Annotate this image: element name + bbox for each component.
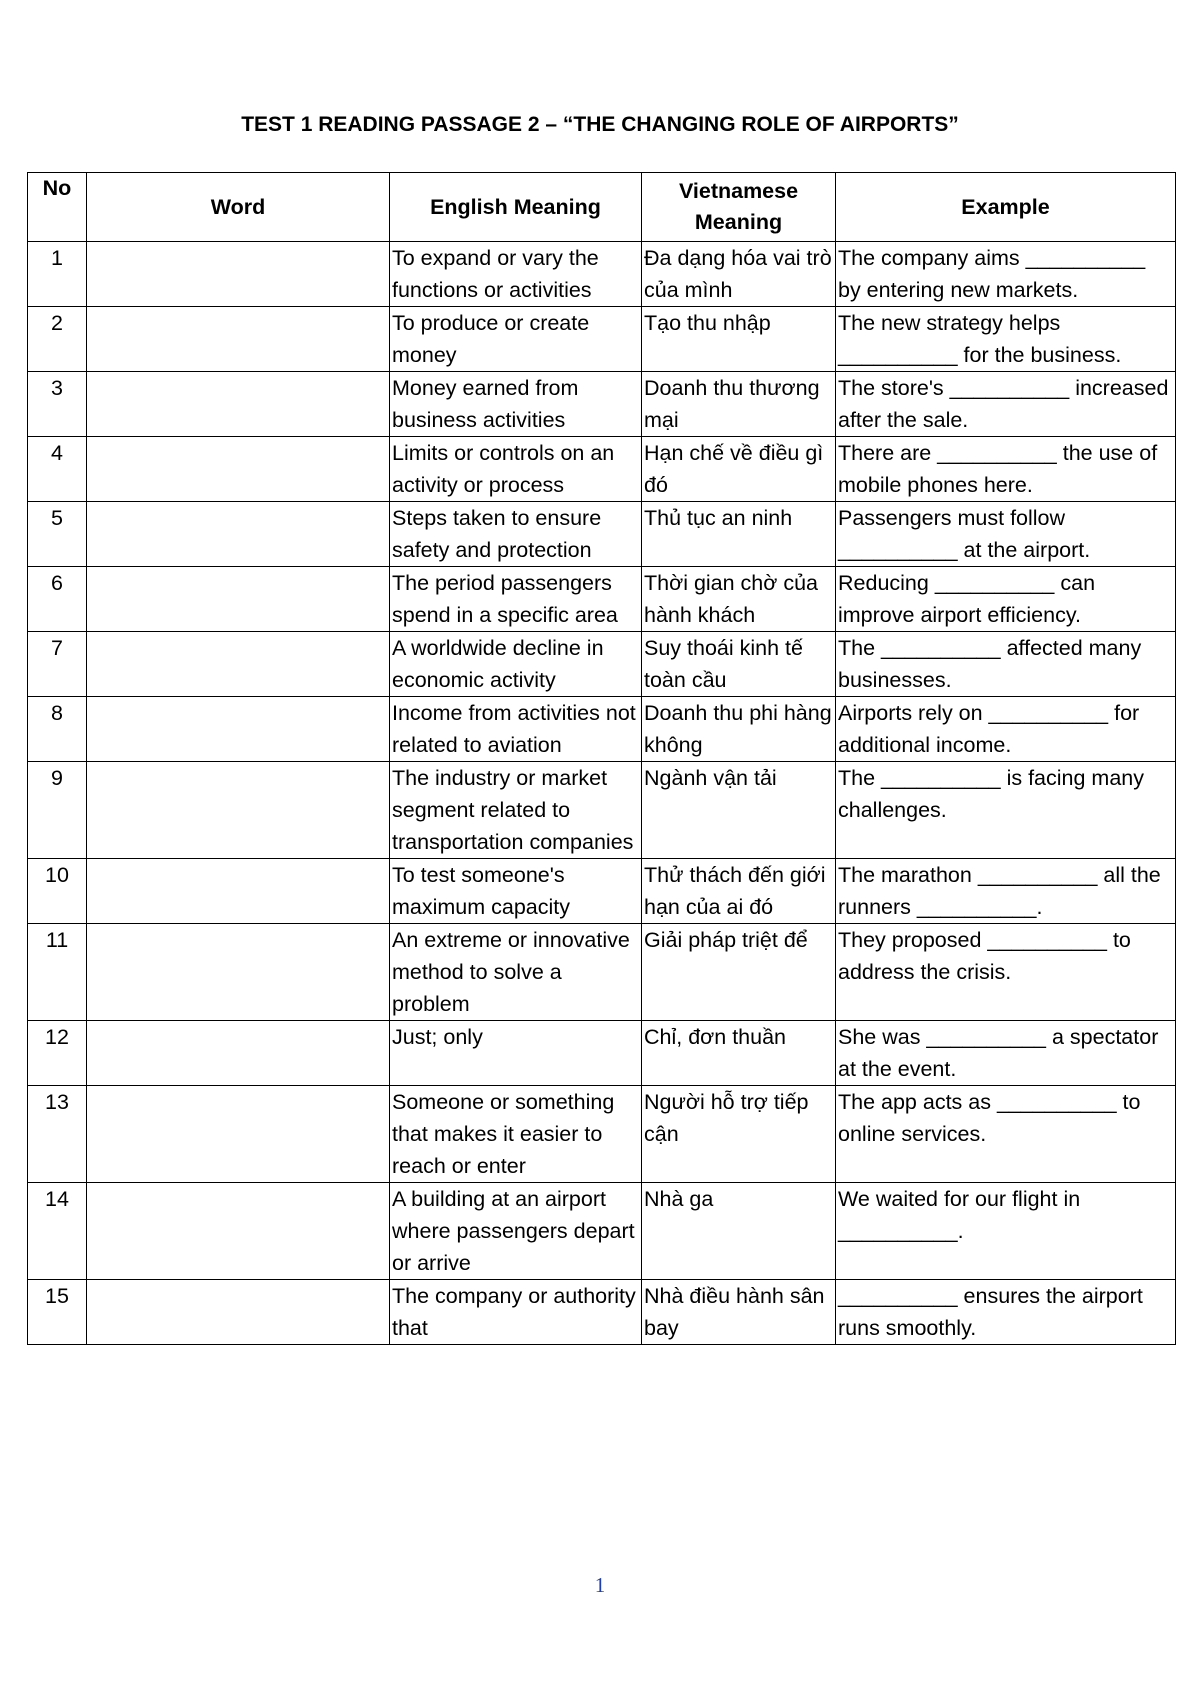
- example-cell: Airports rely on __________ for additional income.: [836, 697, 1176, 762]
- row-number: 4: [28, 437, 87, 502]
- word-cell: [87, 437, 390, 502]
- vietnamese-meaning-cell: Doanh thu thương mại: [642, 372, 836, 437]
- vocabulary-table: [27, 172, 1176, 1345]
- row-number: 8: [28, 697, 87, 762]
- row-number: 1: [28, 242, 87, 307]
- example-cell: The new strategy helps __________ for the business.: [836, 307, 1176, 372]
- example-cell: The store's __________ increased after the sale.: [836, 372, 1176, 437]
- table-row: [28, 1021, 1176, 1086]
- row-number: 14: [28, 1183, 87, 1280]
- word-cell: [87, 859, 390, 924]
- row-number: 15: [28, 1280, 87, 1345]
- header-example: Example: [836, 173, 1176, 242]
- example-cell: __________ ensures the airport runs smoothly.: [836, 1280, 1176, 1345]
- table-row: [28, 567, 1176, 632]
- word-cell: [87, 1086, 390, 1183]
- vietnamese-meaning-cell: Đa dạng hóa vai trò của mình: [642, 242, 836, 307]
- word-cell: [87, 1021, 390, 1086]
- example-cell: The __________ affected many businesses.: [836, 632, 1176, 697]
- table-row: [28, 437, 1176, 502]
- english-meaning-cell: Steps taken to ensure safety and protection: [390, 502, 642, 567]
- table-row: [28, 1280, 1176, 1345]
- word-cell: [87, 1280, 390, 1345]
- page-number: 1: [594, 1573, 606, 1597]
- table-row: [28, 307, 1176, 372]
- word-cell: [87, 762, 390, 859]
- english-meaning-cell: The industry or market segment related to transportation companies: [390, 762, 642, 859]
- table-row: [28, 697, 1176, 762]
- table-row: [28, 1183, 1176, 1280]
- table-row: [28, 372, 1176, 437]
- vietnamese-meaning-cell: Thời gian chờ của hành khách: [642, 567, 836, 632]
- english-meaning-cell: A worldwide decline in economic activity: [390, 632, 642, 697]
- english-meaning-cell: Limits or controls on an activity or process: [390, 437, 642, 502]
- table-row: [28, 502, 1176, 567]
- example-cell: The company aims __________ by entering new markets.: [836, 242, 1176, 307]
- vietnamese-meaning-cell: Thủ tục an ninh: [642, 502, 836, 567]
- word-cell: [87, 307, 390, 372]
- english-meaning-cell: Someone or something that makes it easier to reach or enter: [390, 1086, 642, 1183]
- header-vietnamese-meaning: Vietnamese Meaning: [642, 173, 836, 242]
- english-meaning-cell: The company or authority that: [390, 1280, 642, 1345]
- row-number: 7: [28, 632, 87, 697]
- header-word: Word: [87, 173, 390, 242]
- example-cell: She was __________ a spectator at the event.: [836, 1021, 1176, 1086]
- row-number: 11: [28, 924, 87, 1021]
- word-cell: [87, 924, 390, 1021]
- word-cell: [87, 242, 390, 307]
- document-title: TEST 1 READING PASSAGE 2 – “THE CHANGING ROLE OF AIRPORTS”: [241, 113, 959, 136]
- vietnamese-meaning-cell: Nhà ga: [642, 1183, 836, 1280]
- table-header-row: [28, 173, 1176, 242]
- english-meaning-cell: To expand or vary the functions or activities: [390, 242, 642, 307]
- vietnamese-meaning-cell: Hạn chế về điều gì đó: [642, 437, 836, 502]
- row-number: 10: [28, 859, 87, 924]
- example-cell: Reducing __________ can improve airport efficiency.: [836, 567, 1176, 632]
- table-row: [28, 924, 1176, 1021]
- example-cell: They proposed __________ to address the crisis.: [836, 924, 1176, 1021]
- example-cell: We waited for our flight in __________.: [836, 1183, 1176, 1280]
- word-cell: [87, 632, 390, 697]
- table-row: [28, 632, 1176, 697]
- table-row: [28, 1086, 1176, 1183]
- header-english-meaning: English Meaning: [390, 173, 642, 242]
- english-meaning-cell: Just; only: [390, 1021, 642, 1086]
- english-meaning-cell: Income from activities not related to aviation: [390, 697, 642, 762]
- row-number: 3: [28, 372, 87, 437]
- vietnamese-meaning-cell: Giải pháp triệt để: [642, 924, 836, 1021]
- row-number: 9: [28, 762, 87, 859]
- row-number: 12: [28, 1021, 87, 1086]
- word-cell: [87, 697, 390, 762]
- english-meaning-cell: To test someone's maximum capacity: [390, 859, 642, 924]
- table-row: [28, 242, 1176, 307]
- vietnamese-meaning-cell: Suy thoái kinh tế toàn cầu: [642, 632, 836, 697]
- vietnamese-meaning-cell: Nhà điều hành sân bay: [642, 1280, 836, 1345]
- english-meaning-cell: To produce or create money: [390, 307, 642, 372]
- example-cell: There are __________ the use of mobile phones here.: [836, 437, 1176, 502]
- english-meaning-cell: Money earned from business activities: [390, 372, 642, 437]
- example-cell: The __________ is facing many challenges.: [836, 762, 1176, 859]
- vietnamese-meaning-cell: Người hỗ trợ tiếp cận: [642, 1086, 836, 1183]
- word-cell: [87, 502, 390, 567]
- word-cell: [87, 1183, 390, 1280]
- row-number: 5: [28, 502, 87, 567]
- vietnamese-meaning-cell: Doanh thu phi hàng không: [642, 697, 836, 762]
- vietnamese-meaning-cell: Chỉ, đơn thuần: [642, 1021, 836, 1086]
- row-number: 13: [28, 1086, 87, 1183]
- english-meaning-cell: The period passengers spend in a specific area: [390, 567, 642, 632]
- vietnamese-meaning-cell: Ngành vận tải: [642, 762, 836, 859]
- example-cell: The marathon __________ all the runners __________.: [836, 859, 1176, 924]
- row-number: 6: [28, 567, 87, 632]
- example-cell: Passengers must follow __________ at the airport.: [836, 502, 1176, 567]
- word-cell: [87, 372, 390, 437]
- table-row: [28, 859, 1176, 924]
- vietnamese-meaning-cell: Thử thách đến giới hạn của ai đó: [642, 859, 836, 924]
- example-cell: The app acts as __________ to online services.: [836, 1086, 1176, 1183]
- vietnamese-meaning-cell: Tạo thu nhập: [642, 307, 836, 372]
- row-number: 2: [28, 307, 87, 372]
- english-meaning-cell: An extreme or innovative method to solve a problem: [390, 924, 642, 1021]
- english-meaning-cell: A building at an airport where passengers depart or arrive: [390, 1183, 642, 1280]
- table-row: [28, 762, 1176, 859]
- header-no: No: [28, 173, 87, 242]
- word-cell: [87, 567, 390, 632]
